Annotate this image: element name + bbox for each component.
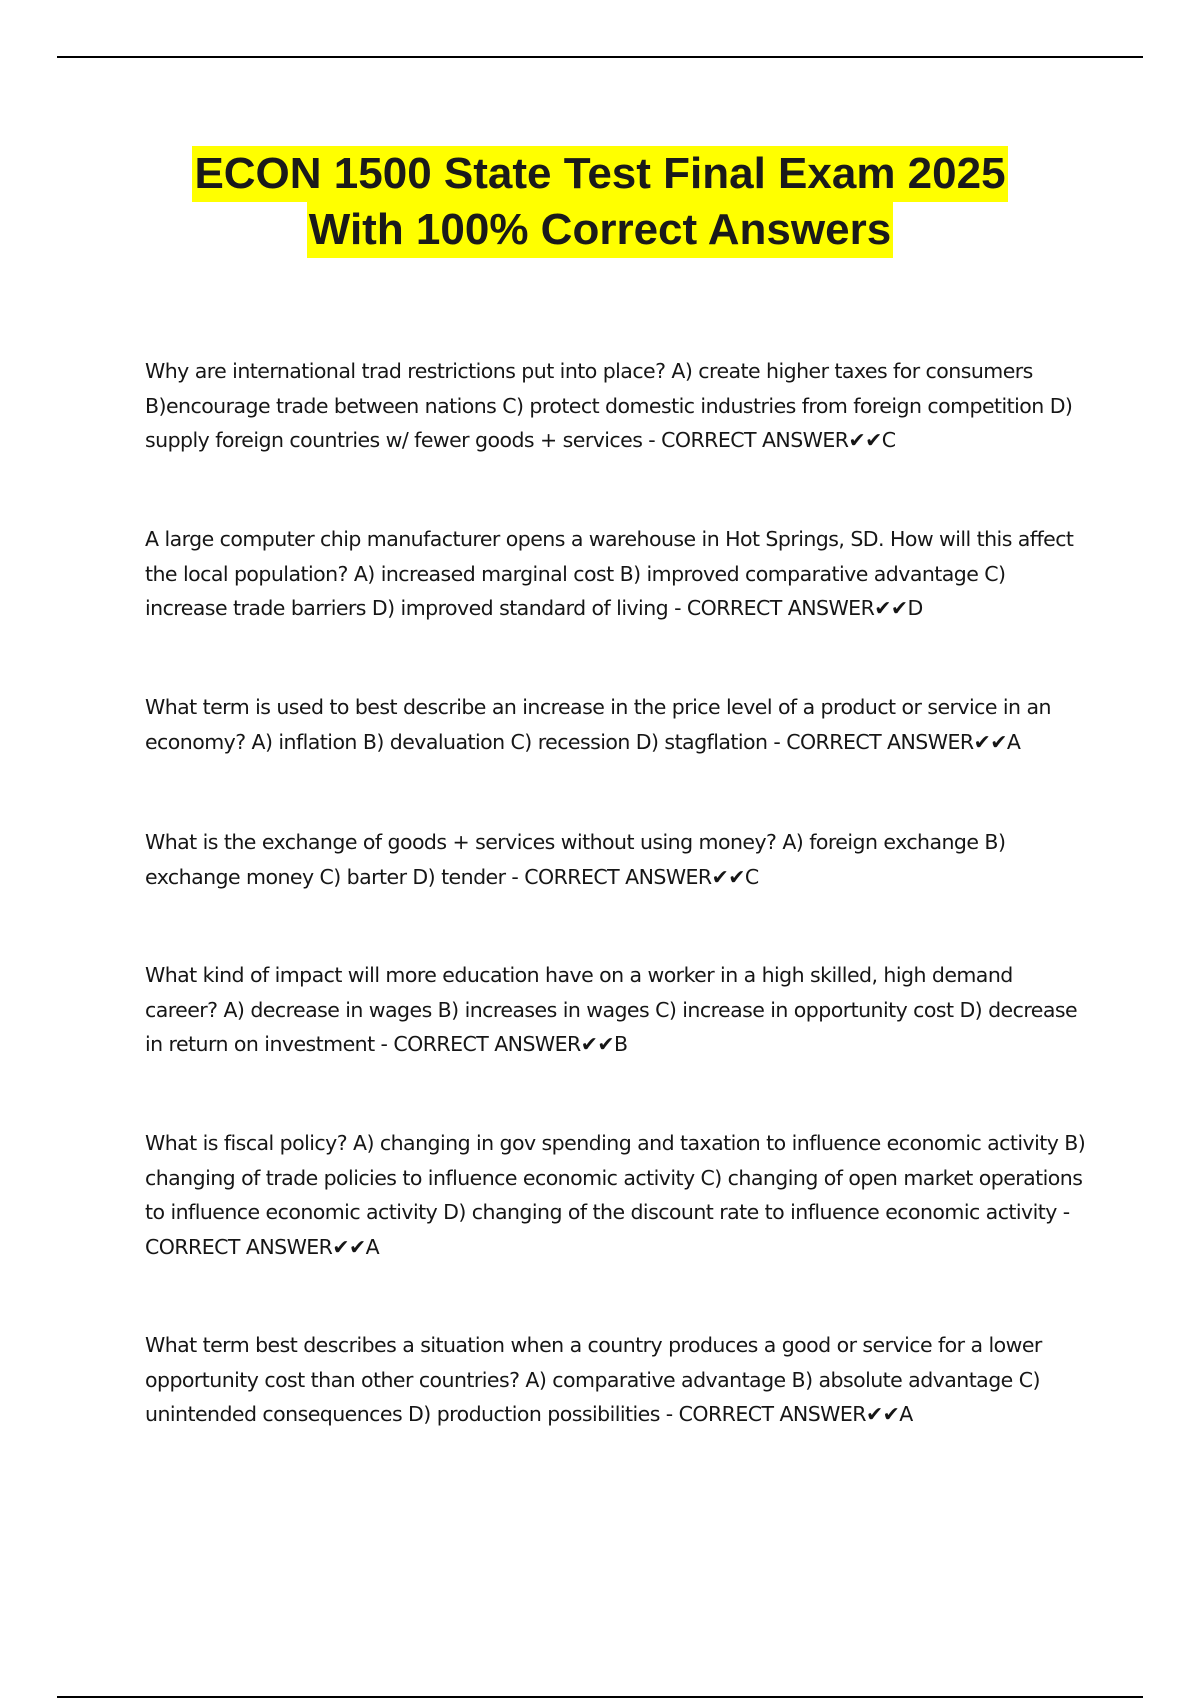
title-line-2 — [0, 202, 1200, 258]
title-line-1-text: ECON 1500 State Test Final Exam 2025 — [192, 146, 1007, 202]
question-item: What kind of impact will more education have on a worker in a high skilled, high demand career? A) decrease in wages B) increases in wages C) increase in opportunity cost D) decrease in return on investment - CORRECT ANSWER✔✔B — [145, 963, 1078, 1056]
title-line-2-text: With 100% Correct Answers — [307, 202, 893, 258]
footer-rule — [57, 1696, 1143, 1698]
question-item: What is the exchange of goods + services without using money? A) foreign exchange B) exchange money C) barter D) tender - CORRECT ANSWER✔✔C — [145, 830, 1006, 889]
question-item: What term best describes a situation when a country produces a good or service for a lower opportunity cost than other countries? A) comparative advantage B) absolute advantage C) unintended consequences D) production possibilities - CORRECT ANSWER✔✔A — [145, 1333, 1042, 1426]
question-item: What is fiscal policy? A) changing in gov spending and taxation to influence economic activity B) changing of trade policies to influence economic activity C) changing of open market operations to influence economic activity D) changing of the discount rate to influence economic activity - CORRECT ANSWER✔✔A — [145, 1131, 1086, 1259]
header-rule — [57, 56, 1143, 58]
question-item: What term is used to best describe an increase in the price level of a product or service in an economy? A) inflation B) devaluation C) recession D) stagflation - CORRECT ANSWER✔✔A — [145, 695, 1051, 754]
question-item: A large computer chip manufacturer opens a warehouse in Hot Springs, SD. How will this affect the local population? A) increased marginal cost B) improved comparative advantage C) increase trade barriers D) improved standard of living - CORRECT ANSWER✔✔D — [145, 527, 1074, 620]
question-item: Why are international trad restrictions put into place? A) create higher taxes for consumers B)encourage trade between nations C) protect domestic industries from foreign competition D) supply foreign countries w/ fewer goods + services - CORRECT ANSWER✔✔C — [145, 359, 1073, 452]
document-title — [0, 146, 1200, 258]
title-line-1 — [0, 146, 1200, 202]
